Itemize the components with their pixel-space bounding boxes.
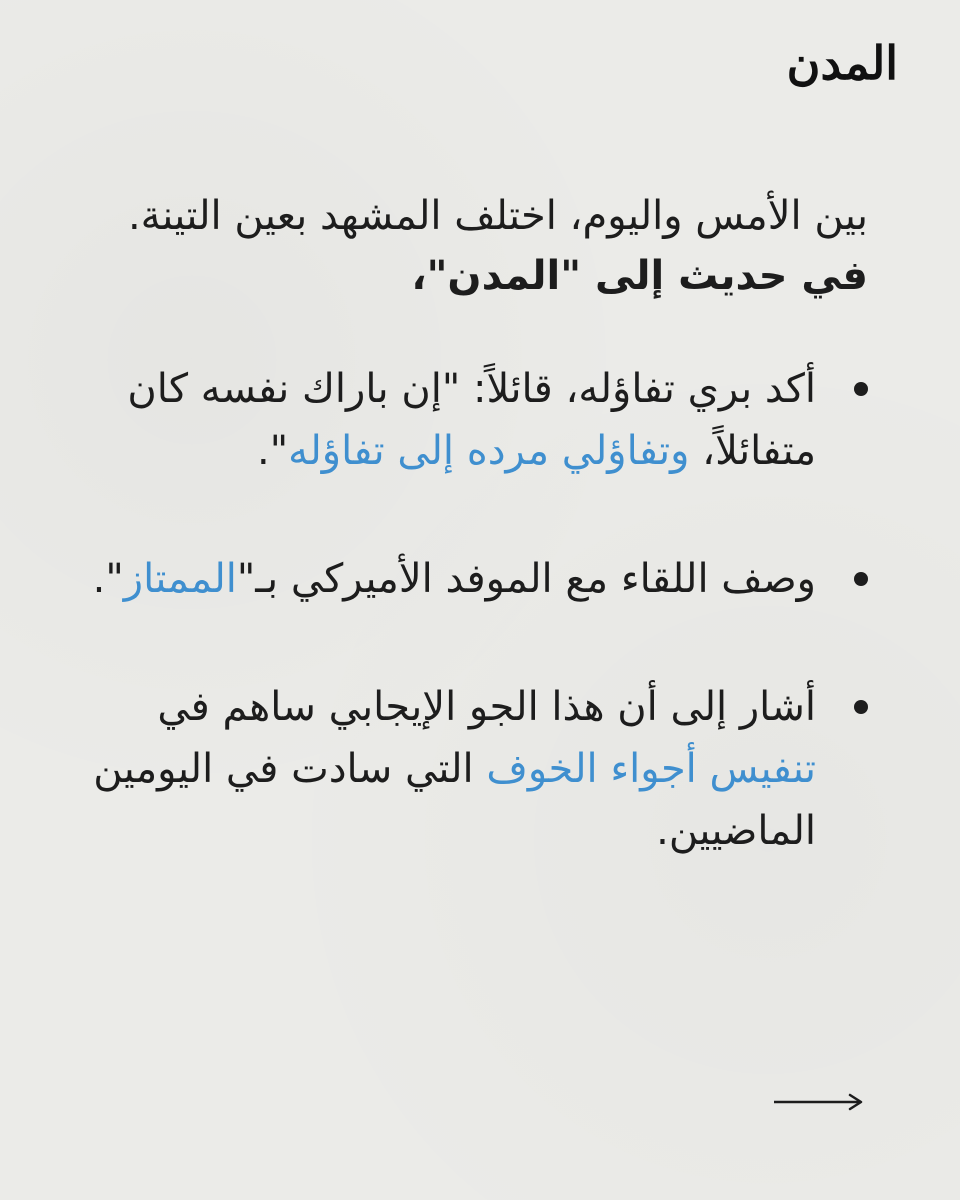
bullet-list [88, 358, 868, 862]
bullet-dot-icon [854, 700, 868, 714]
arrow-right-icon[interactable] [772, 1092, 864, 1112]
highlighted-text: الممتاز [123, 556, 237, 602]
bullet-dot-icon [854, 382, 868, 396]
list-item [88, 358, 868, 482]
list-item [88, 548, 868, 610]
bullet-text: أكد بري تفاؤله، قائلاً: "إن باراك نفسه كان متفائلاً، [127, 366, 816, 474]
bullet-text-end: ". [257, 428, 289, 474]
article-content [88, 186, 868, 928]
intro-paragraph [88, 186, 868, 306]
bullet-text: أشار إلى أن هذا الجو الإيجابي ساهم في [157, 684, 816, 730]
bullet-text: وصف اللقاء مع الموفد الأميركي بـ" [236, 556, 816, 602]
list-item [88, 676, 868, 862]
bullet-text-end: ". [92, 556, 124, 602]
highlighted-text: وتفاؤلي مرده إلى تفاؤله [288, 428, 690, 474]
brand-logo: المدن [786, 36, 898, 90]
intro-bold-text: في حديث إلى "المدن"، [411, 253, 868, 299]
intro-text: بين الأمس واليوم، اختلف المشهد بعين التينة. [127, 193, 868, 239]
bullet-text-end: التي سادت في اليومين الماضيين. [93, 746, 816, 854]
bullet-dot-icon [854, 572, 868, 586]
highlighted-text: تنفيس أجواء الخوف [486, 746, 816, 792]
